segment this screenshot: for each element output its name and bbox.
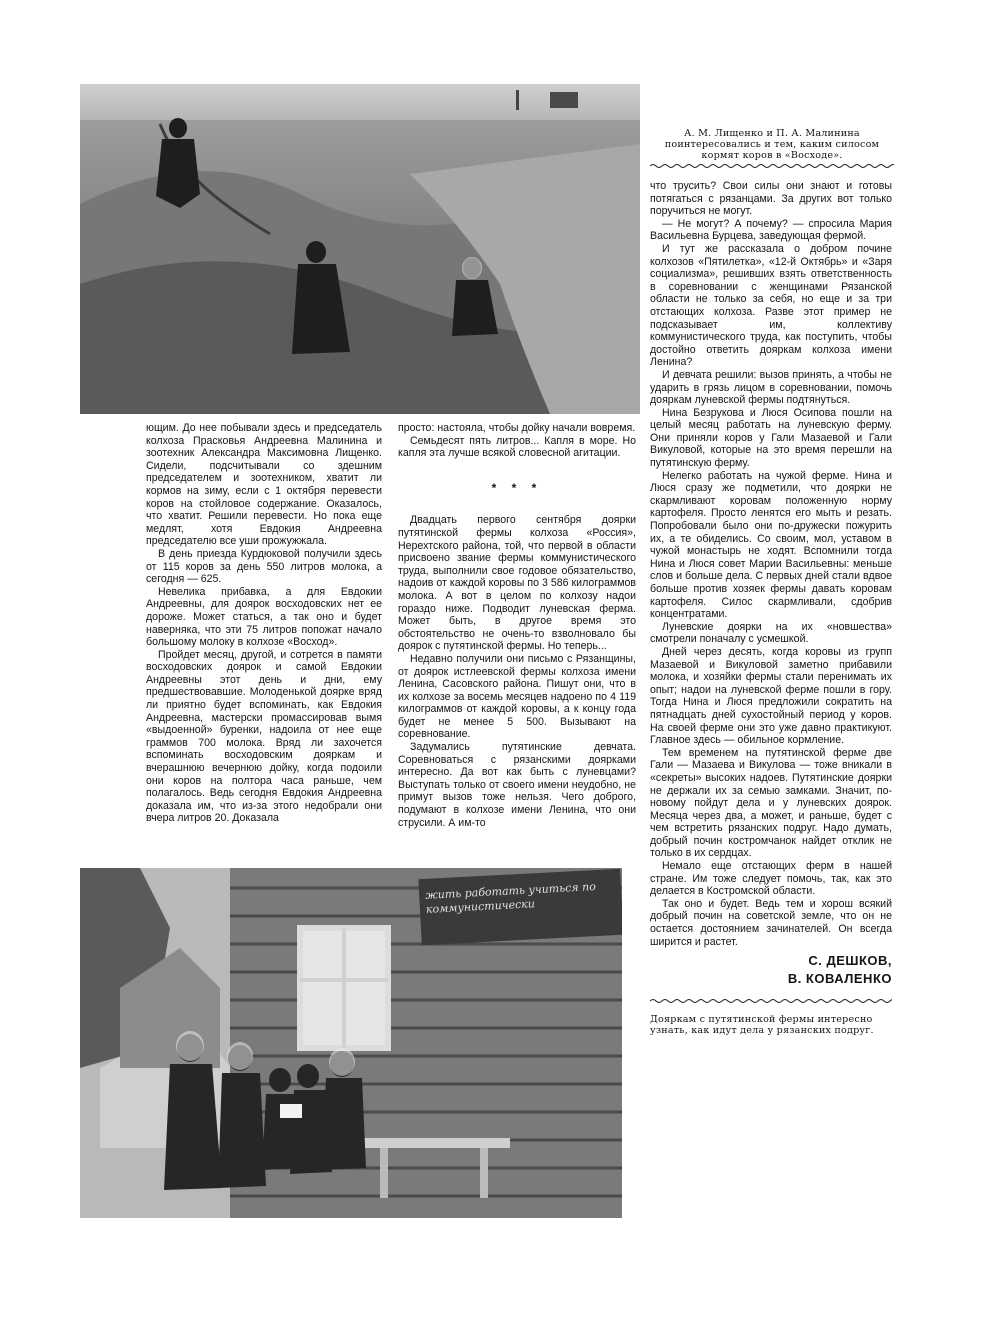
paragraph: Нина Безрукова и Люся Осипова пошли на целый месяц работать на луневскую ферму. Они приняли коров у Гали Мазаевой и Гали Викуловой, которые на это время перешли на путятинскую ферму. (650, 406, 892, 470)
paragraph: ющим. До нее побывали здесь и председатель колхоза Прасковья Андреевна Малинина и зоотехник Александра Максимовна Лищенко. Сидели, подсчитывали со здешним председателем и зоотехником, хватит ли кормов на зиму, если с 1 октября перевести коров на стойловое содержание. Оказалось, что хватит. Решили перевести. Но пока еще медлят, хотя Евдокия Андреевна председателю все уши прожужжала. (146, 422, 382, 548)
paragraph: Невелика прибавка, а для Евдокии Андреевны, для доярок восходовских нет ее дороже. Может статься, а так оно и будет наверняка, что эти 75 литров попожат начало большому молоку в колхозе «Восход». (146, 585, 382, 649)
paragraph: Двадцать первого сентября доярки путятинской фермы колхоза «Россия», Нерехтского района, той, что первой в области присвоено звание фермы коммунистического труда, выполнили свое годовое обязательство, надоив от каждой коровы по 3 586 килограммов молока. А вот в целом по колхозу надои гораздо ниже. Подводит луневская ферма. Может быть, в другое время это обстоятельство не очень-то взволновало бы доярок с путятинской фермы. Но теперь... (398, 514, 636, 653)
paragraph: Луневские доярки на их «новшества» смотрели поначалу с усмешкой. (650, 620, 892, 646)
article-column-1 (146, 422, 382, 825)
paragraph: просто: настояла, чтобы дойку начали вовремя. (398, 422, 636, 434)
author-line-1: С. ДЕШКОВ, (808, 953, 892, 969)
paragraph: Дней через десять, когда коровы из групп Мазаевой и Викуловой заметно прибавили молока, и хозяйки фермы стали перенимать их опыт; надои на луневской ферме пошли в гору. Тогда Нина и Люся предложили сократить на пятнадцать дней сухостойный период у коров. На своей ферме они это уже давно практикуют. Главное здесь — обильное кормление. (650, 645, 892, 747)
section-separator: * * * (491, 480, 543, 495)
photo-top-caption-text: А. М. Лищенко и П. А. Малинина поинтересовались и тем, каким силосом кормят коров в «Восходе». (664, 128, 880, 161)
photo-bottom-caption: Дояркам с путятинской фермы интересно узнать, как идут дела у рязанских подруг. (650, 1013, 874, 1036)
paragraph: И тут же рассказала о добром почине колхозов «Пятилетка», «12-й Октябрь» и «Заря социализма», решивших взять ответственность в соревновании с женщинами Рязанской области не только за себя, но еще и за три отстающих колхоза. Разве этот пример не подсказывает им, коллективу коммунистического труда, как поступить, чтобы достойно ответить дояркам колхоза имени Ленина? (650, 242, 892, 369)
paragraph: Немало еще отстающих ферм в нашей стране. Им тоже следует помочь, так, как это делается в Костромской области. (650, 860, 892, 898)
paragraph: И девчата решили: вызов принять, а чтобы не ударить в грязь лицом в соревновании, помочь дояркам луневской фермы подтянуться. (650, 368, 892, 407)
photo-top-caption (650, 128, 894, 178)
paragraph: Так оно и будет. Ведь тем и хорош всякий добрый почин на советской земле, что он не остается достоянием зачинателей. Он всегда ширится и растет. (650, 897, 892, 948)
article-column-3 (650, 180, 892, 1036)
paragraph: Тем временем на путятинской ферме две Гали — Мазаева и Викулова — тоже вникали в «секреты» высоких надоев. Путятинские доярки не держали их за семью замками. Значит, по-новому пойдут дела и у луневских доярок. Месяца через два, а может, и раньше, будет с чем встретить рязанских подруг. Надо думать, добрый почин костромчанок найдет отклик не только в их сердцах. (650, 746, 892, 860)
wavy-divider (650, 998, 892, 1004)
wavy-divider (650, 163, 894, 169)
sign-board-text: жить работать учиться по коммунистически (424, 880, 597, 916)
paragraph: — Не могут? А почему? — спросила Мария Васильевна Бурцева, заведующая фермой. (650, 217, 892, 243)
photo-milkmaids-log-house (80, 868, 622, 1218)
paragraph: что трусить? Свои силы они знают и готовы потягаться с рязанцами. За других вот только поручиться не могут. (650, 180, 892, 218)
photo-silage-pit-image (80, 84, 640, 414)
paragraph: Пройдет месяц, другой, и сотрется в памяти восходовских доярок и самой Евдокии Андреевны этот день и дни, ему предшествовавшие. Молоденькой доярке вряд ли приятно будет вспоминать, как Евдокия Андреевна, мастерски промассировав вымя «выдоенной» буренки, надоила от нее еще граммов 700 молока. Вряд ли захочется вспоминать восходовским дояркам и вчерашнюю вечернюю дойку, когда подоили они коров на полтора часа раньше, чем полагалось. Ведь сегодня Евдокия Андреевна доказала им, что из-за этого недобрали они вчера литров 20. Доказала (146, 648, 382, 825)
paragraph: Семьдесят пять литров... Капля в море. Но капля эта лучше всякой словесной агитации. (398, 434, 636, 460)
paragraph: Нелегко работать на чужой ферме. Нина и Люся сразу же подметили, что доярки не скармливают коровам положенную норму картофеля. Просто ленятся его мыть и резать. Попробовали было они по-дружески пожурить их, а те обиделись. Со своим, мол, уставом в чужой монастырь не ходят. Вспомнили тогда Нина и Люся совет Марии Васильевны: меньше слов и больше дела. С первых дней стали вдвое больше против хозяек фермы давать коровам картофеля. Силос скармливали, сдобрив концентратами. (650, 469, 892, 621)
paragraph: Недавно получили они письмо с Рязанщины, от доярок истлеевской фермы колхоза имени Ленина, Сасовского района. Пишут они, что в их колхозе за восемь месяцев надоено по 4 119 килограммов от каждой коровы, а к концу года будет не менее 5 500. Вызывают на соревнование. (398, 652, 636, 741)
paragraph: В день приезда Курдюковой получили здесь от 115 коров за день 550 литров молока, а сегодня — 625. (146, 547, 382, 586)
paragraph: Задумались путятинские девчата. Соревноваться с рязанскими доярками интересно. Да вот как быть с луневцами? Выступать только от своего имени неудобно, не примут вызов тоже нельзя. Чего доброго, подумают в колхозе имени Ленина, что они струсили. А им-то (398, 741, 636, 829)
author-line-2: В. КОВАЛЕНКО (787, 971, 892, 987)
article-column-2 (398, 422, 636, 829)
photo-silage-pit (80, 84, 640, 414)
